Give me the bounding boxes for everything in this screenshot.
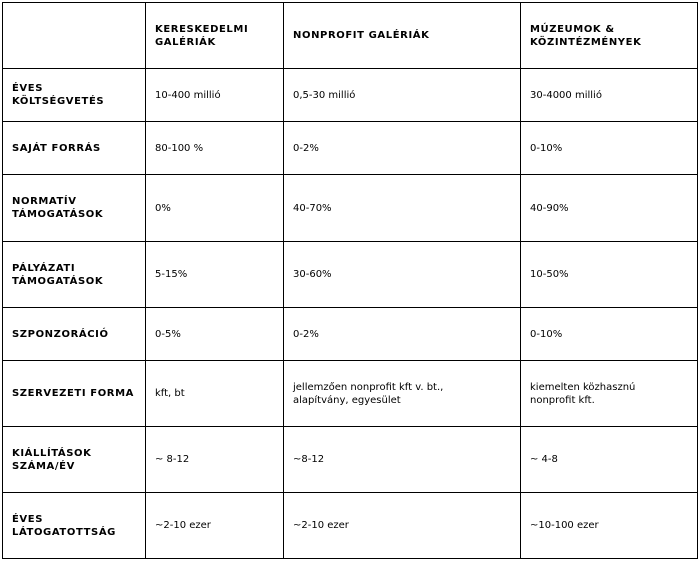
table-cell: ~8-12 <box>284 427 521 493</box>
table-cell: 80-100 % <box>146 122 284 175</box>
row-label: ÉVES LÁTOGATOTTSÁG <box>3 493 146 559</box>
row-label: PÁLYÁZATI TÁMOGATÁSOK <box>3 242 146 308</box>
table-cell: 10-50% <box>521 242 698 308</box>
table-row <box>3 69 698 122</box>
header-commercial-galleries: KERESKEDELMI GALÉRIÁK <box>146 3 284 69</box>
row-label: SAJÁT FORRÁS <box>3 122 146 175</box>
table-cell: 0% <box>146 175 284 242</box>
table-cell: 5-15% <box>146 242 284 308</box>
comparison-table <box>2 2 698 559</box>
table-row <box>3 493 698 559</box>
header-museums: MÚZEUMOK & KÖZINTÉZMÉNYEK <box>521 3 698 69</box>
table-cell: kiemelten közhasznú nonprofit kft. <box>521 361 698 427</box>
table-cell: jellemzően nonprofit kft v. bt., alapítvány, egyesület <box>284 361 521 427</box>
table-cell: 0-10% <box>521 308 698 361</box>
table-cell: 0-2% <box>284 122 521 175</box>
table-cell: 0-2% <box>284 308 521 361</box>
row-label: KIÁLLÍTÁSOK SZÁMA/ÉV <box>3 427 146 493</box>
table-cell: ~2-10 ezer <box>146 493 284 559</box>
table-cell: ~2-10 ezer <box>284 493 521 559</box>
table-cell: 40-70% <box>284 175 521 242</box>
table-row <box>3 242 698 308</box>
table-header-row <box>3 3 698 69</box>
table-cell: 30-60% <box>284 242 521 308</box>
table-cell: 10-400 millió <box>146 69 284 122</box>
table-cell: 30-4000 millió <box>521 69 698 122</box>
table-cell: ~10-100 ezer <box>521 493 698 559</box>
header-empty-cell <box>3 3 146 69</box>
table-cell: 0-10% <box>521 122 698 175</box>
table-row <box>3 308 698 361</box>
table-cell: ~ 8-12 <box>146 427 284 493</box>
row-label: ÉVES KÖLTSÉGVETÉS <box>3 69 146 122</box>
table-cell: 0,5-30 millió <box>284 69 521 122</box>
row-label: SZERVEZETI FORMA <box>3 361 146 427</box>
table-row <box>3 427 698 493</box>
table-cell: 0-5% <box>146 308 284 361</box>
table-cell: 40-90% <box>521 175 698 242</box>
table-row <box>3 361 698 427</box>
table-cell: kft, bt <box>146 361 284 427</box>
row-label: SZPONZORÁCIÓ <box>3 308 146 361</box>
header-nonprofit-galleries: NONPROFIT GALÉRIÁK <box>284 3 521 69</box>
row-label: NORMATÍV TÁMOGATÁSOK <box>3 175 146 242</box>
table-row <box>3 175 698 242</box>
table-row <box>3 122 698 175</box>
table-cell: ~ 4-8 <box>521 427 698 493</box>
